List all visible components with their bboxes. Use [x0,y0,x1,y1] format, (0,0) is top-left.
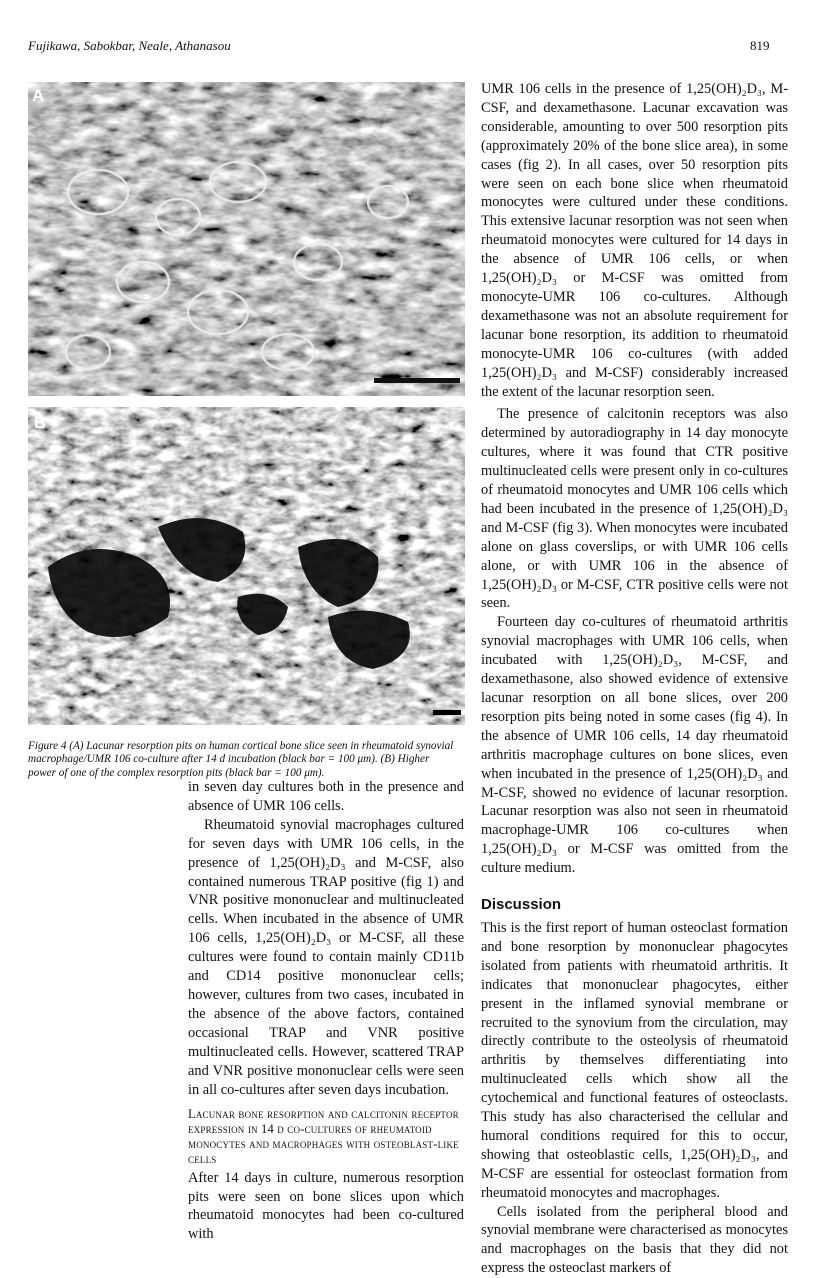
panel-b-label: B [34,413,47,432]
paragraph: Fourteen day co-cultures of rheumatoid arthritis synovial macrophages with UMR 106 cells, when incubated with 1,25(OH)₂D₃, M-CSF, and dexamethasone, also showed evidence of extensive lacunar resorption on all bone slices, over 200 resorption pits being noted in some cases (fig 4). In the absence of UMR 106 cells, 14 day rheumatoid arthritis macrophage cultures on bone slices, even when incubated in the presence of 1,25(OH)₂D₃ and M-CSF, showed no evidence of lacunar resorption. Lacunar resorption was also not seen in rheumatoid macrophage-UMR 106 co-cultures when 1,25(OH)₂D₃ or M-CSF was omitted from the culture medium. [481,614,788,877]
left-column [188,778,464,1244]
micrograph-b-image [28,407,465,725]
paragraph: Cells isolated from the peripheral blood and synovial membrane were characterised as monocytes and macrophages on the basis that they did not express the osteoclast markers of [481,1203,788,1277]
right-column [481,80,788,1278]
running-header-authors: Fujikawa, Sabokbar, Neale, Athanasou [28,38,231,53]
page-number: 819 [750,38,770,53]
panel-a-label: A [32,86,45,105]
paragraph: The presence of calcitonin receptors was also determined by autoradiography in 14 day monocyte cultures, where it was found that CTR positive multinucleated cells were present only in co-cultures of rheumatoid monocytes and UMR 106 cells which had been incubated in the presence of 1,25(OH)₂D₃ and M-CSF (fig 3). When monocytes were incubated alone on glass coverslips, or with UMR 106 cells alone, or with UMR 106 in the absence of 1,25(OH)₂D₃ or M-CSF, CTR positive cells were not seen. [481,406,788,612]
figure-panel-a [28,82,465,396]
scale-bar-a [374,378,460,383]
micrograph-a-image [28,82,465,396]
figure-panel-b [28,407,465,725]
discussion-heading: Discussion [481,896,562,914]
paragraph: Rheumatoid synovial macrophages cultured for seven days with UMR 106 cells, in the presence of 1,25(OH)₂D₃ and M-CSF, also contained numerous TRAP positive (fig 1) and VNR positive mononuclear and multinucleated cells. When incubated in the absence of UMR 106 cells, 1,25(OH)₂D₃ or M-CSF, all these cultures were found to contain mainly CD11b and CD14 positive mononuclear cells; however, cultures from two cases, incubated in the absence of the above factors, contained occasional TRAP and VNR positive multinucleated cells. However, scattered TRAP and VNR positive mononuclear cells were seen in all co-cultures after seven days incubation. [188,816,464,1098]
paragraph: UMR 106 cells in the presence of 1,25(OH)₂D₃, M-CSF, and dexamethasone. Lacunar excavation was considerable, amounting to over 500 resorption pits (approximately 20% of the bone slice area), in some cases (fig 2). In all cases, over 50 resorption pits were seen on each bone slice when rheumatoid monocytes were cultured under these conditions. This extensive lacunar resorption was not seen when rheumatoid monocytes were cultured for 14 days in the absence of UMR 106 cells, or when 1,25(OH)₂D₃ or M-CSF was omitted from monocyte-UMR 106 co-cultures. Although dexamethasone was not an absolute requirement for lacunar bone resorption, its addition to rheumatoid monocyte-UMR 106 co-cultures (with added 1,25(OH)₂D₃ and M-CSF) considerably increased the extent of the lacunar resorption seen. [481,81,788,400]
section-subheading: Lacunar bone resorption and calcitonin receptor expression in 14 d co-cultures of rheumatoid monocytes and macrophages with osteoblast-like cells [188,1107,459,1166]
paragraph: This is the first report of human osteoclast formation and bone resorption by mononuclear phagocytes isolated from patients with rheumatoid arthritis. It indicates that mononuclear phagocytes, either present in the inflamed synovial membrane or recruited to the synovium from the circulation, may directly contribute to the osteolysis of rheumatoid arthritis by themselves differentiating into multinucleated cells which show all the cytochemical and functional features of osteoclasts. This study has also characterised the cellular and humoral conditions required for this to occur, showing that osteoblastic cells, 1,25(OH)₂D₃, and M-CSF are essential for osteoclast formation from rheumatoid monocytes and macrophages. [481,919,788,1201]
paragraph: After 14 days in culture, numerous resorption pits were seen on bone slices upon which rheumatoid monocytes had been co-cultured with [188,1169,464,1243]
paragraph: in seven day cultures both in the presence and absence of UMR 106 cells. [188,779,464,814]
scale-bar-b [433,710,461,715]
figure-caption: Figure 4 (A) Lacunar resorption pits on human cortical bone slice seen in rheumatoid synovial macrophage/UMR 106 co-culture after 14 d incubation (black bar = 100 μm). (B) Higher power of one of the complex resorption pits (black bar = 100 μm). [28,740,454,779]
